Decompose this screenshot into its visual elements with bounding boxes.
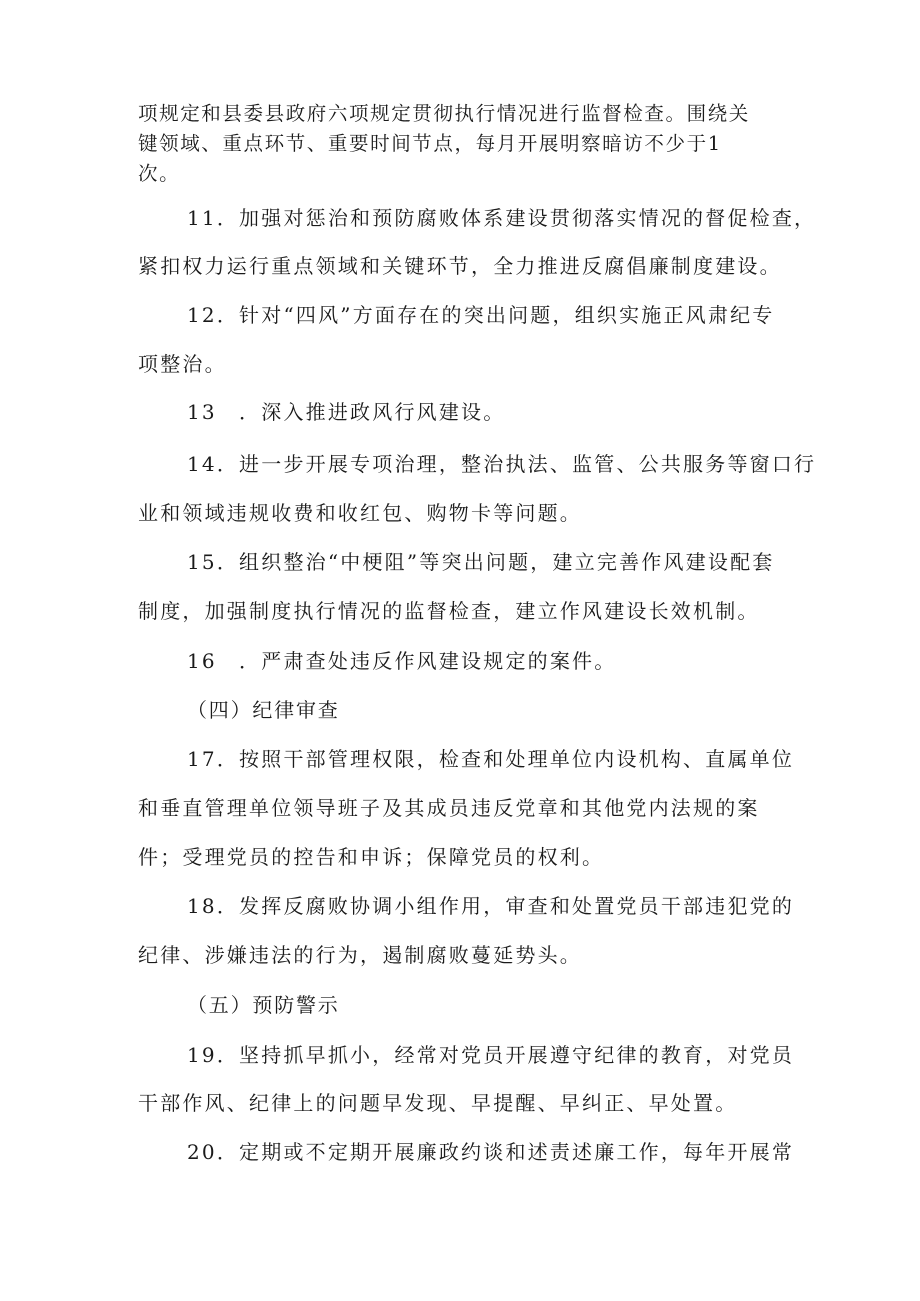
paragraph-line: 业和领域违规收费和收红包、购物卡等问题。	[138, 501, 582, 525]
paragraph-line: 项规定和县委县政府六项规定贯彻执行情况进行监督检查。围绕关	[138, 102, 750, 125]
paragraph-line: 键领域、重点环节、重要时间节点，每月开展明察暗访不少于1	[138, 132, 722, 155]
paragraph-line: 12．针对“四风”方面存在的突出问题，组织实施正风肃纪专	[187, 303, 775, 327]
paragraph-line: 纪律、涉嫌违法的行为，遏制腐败蔓延势头。	[138, 943, 582, 967]
paragraph-line: 件；受理党员的控告和申诉；保障党员的权利。	[138, 845, 605, 869]
paragraph-line: 17．按照干部管理权限，检查和处理单位内设机构、直属单位	[187, 747, 795, 771]
paragraph-line: 16 ．严肃查处违反作风建设规定的案件。	[187, 649, 617, 673]
paragraph-line: 18．发挥反腐败协调小组作用，审查和处置党员干部违犯党的	[187, 894, 795, 918]
paragraph-line: 干部作风、纪律上的问题早发现、早提醒、早纠正、早处置。	[138, 1091, 738, 1115]
paragraph-line: 次。	[138, 162, 181, 185]
section-heading: （四）纪律审查	[187, 698, 340, 722]
paragraph-line: 14．进一步开展专项治理，整治执法、监管、公共服务等窗口行	[187, 452, 817, 476]
paragraph-line: 15．组织整治“中梗阻”等突出问题，建立完善作风建设配套	[187, 550, 775, 574]
paragraph-line: 制度，加强制度执行情况的监督检查，建立作风建设长效机制。	[138, 599, 760, 623]
paragraph-line: 和垂直管理单位领导班子及其成员违反党章和其他党内法规的案	[138, 796, 760, 820]
paragraph-line: 紧扣权力运行重点领域和关键环节，全力推进反腐倡廉制度建设。	[138, 254, 782, 278]
paragraph-line: 项整治。	[138, 352, 227, 376]
paragraph-line: 11．加强对惩治和预防腐败体系建设贯彻落实情况的督促检查，	[187, 206, 817, 230]
paragraph-line: 20．定期或不定期开展廉政约谈和述责述廉工作，每年开展常	[187, 1140, 795, 1164]
paragraph-line: 19．坚持抓早抓小，经常对党员开展遵守纪律的教育，对党员	[187, 1043, 795, 1067]
section-heading: （五）预防警示	[187, 993, 340, 1017]
paragraph-line: 13 ．深入推进政风行风建设。	[187, 400, 506, 424]
